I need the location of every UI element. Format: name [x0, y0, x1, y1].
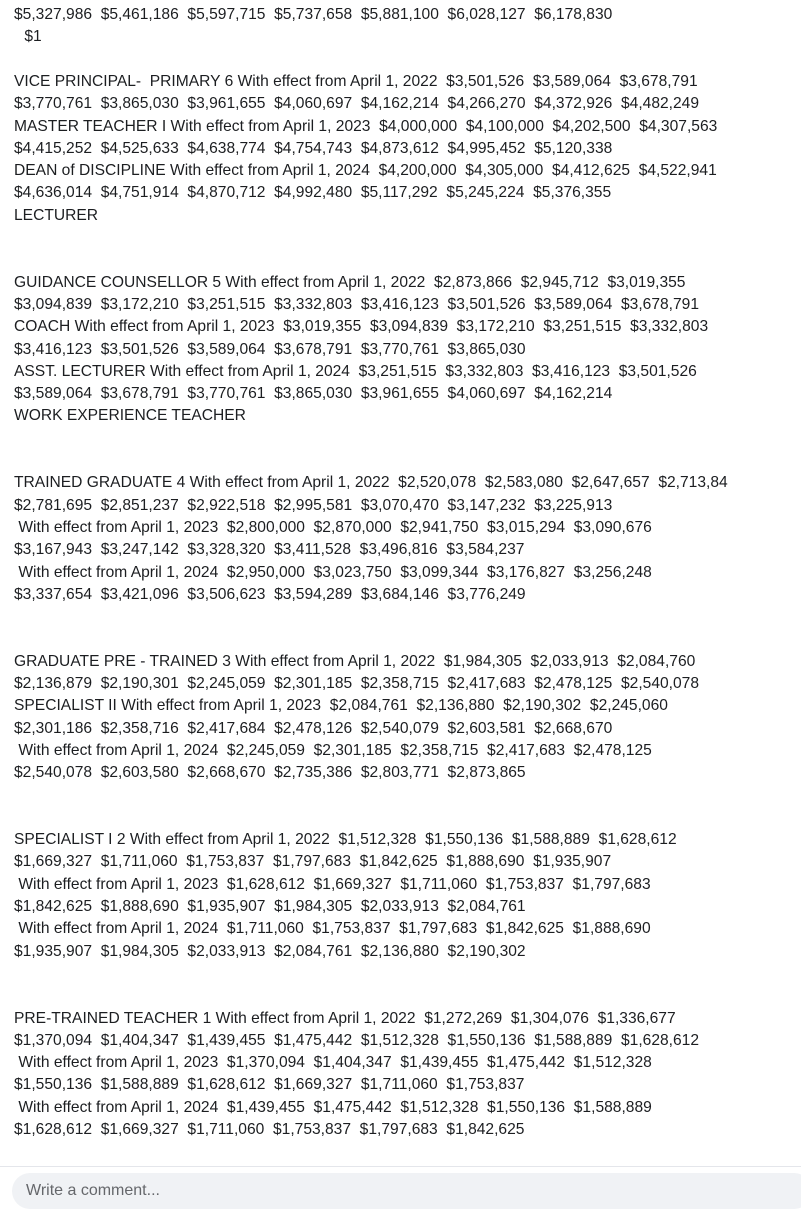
- post-line-1: $1: [20, 28, 42, 46]
- post-line-29: GRADUATE PRE - TRAINED 3 With effect from April 1, 2022 $1,984,305 $2,033,913 $2,084,760: [14, 652, 696, 670]
- post-line-4: $3,770,761 $3,865,030 $3,961,655 $4,060,697 $4,162,214 $4,266,270 $4,372,926 $4,482,249: [14, 95, 700, 113]
- post-line-47: With effect from April 1, 2023 $1,370,094 $1,404,347 $1,439,455 $1,475,442 $1,512,328: [14, 1054, 652, 1072]
- post-line-3: VICE PRINCIPAL- PRIMARY 6 With effect from April 1, 2022 $3,501,526 $3,589,064 $3,678,791: [14, 72, 698, 90]
- post-line-15: $3,416,123 $3,501,526 $3,589,064 $3,678,791 $3,770,761 $3,865,030: [14, 340, 526, 358]
- post-line-32: $2,301,186 $2,358,716 $2,417,684 $2,478,126 $2,540,079 $2,603,581 $2,668,670: [14, 719, 613, 737]
- comment-input[interactable]: [12, 1173, 801, 1209]
- post-line-31: SPECIALIST II With effect from April 1, 2023 $2,084,761 $2,136,880 $2,190,302 $2,245,060: [14, 697, 668, 715]
- post-line-25: With effect from April 1, 2024 $2,950,000 $3,023,750 $3,099,344 $3,176,827 $3,256,248: [14, 563, 652, 581]
- post-line-17: $3,589,064 $3,678,791 $3,770,761 $3,865,030 $3,961,655 $4,060,697 $4,162,214: [14, 385, 613, 403]
- post-line-26: $3,337,654 $3,421,096 $3,506,623 $3,594,289 $3,684,146 $3,776,249: [14, 585, 526, 603]
- post-line-24: $3,167,943 $3,247,142 $3,328,320 $3,411,528 $3,496,816 $3,584,237: [14, 541, 525, 559]
- post-line-6: $4,415,252 $4,525,633 $4,638,774 $4,754,743 $4,873,612 $4,995,452 $5,120,338: [14, 139, 613, 157]
- post-line-22: $2,781,695 $2,851,237 $2,922,518 $2,995,581 $3,070,470 $3,147,232 $3,225,913: [14, 496, 613, 514]
- post-line-33: With effect from April 1, 2024 $2,245,059 $2,301,185 $2,358,715 $2,417,683 $2,478,125: [14, 741, 652, 759]
- post-line-48: $1,550,136 $1,588,889 $1,628,612 $1,669,327 $1,711,060 $1,753,837: [14, 1076, 525, 1094]
- post-line-0: $5,327,986 $5,461,186 $5,597,715 $5,737,658 $5,881,100 $6,028,127 $6,178,830: [14, 6, 613, 23]
- post-line-9: LECTURER: [14, 206, 99, 224]
- post-line-8: $4,636,014 $4,751,914 $4,870,712 $4,992,480 $5,117,292 $5,245,224 $5,376,355: [14, 184, 612, 202]
- post-line-18: WORK EXPERIENCE TEACHER: [14, 407, 246, 425]
- post-line-41: With effect from April 1, 2024 $1,711,060 $1,753,837 $1,797,683 $1,842,625 $1,888,690: [14, 920, 651, 938]
- post-line-12: GUIDANCE COUNSELLOR 5 With effect from April 1, 2022 $2,873,866 $2,945,712 $3,019,355: [14, 273, 686, 291]
- post-line-46: $1,370,094 $1,404,347 $1,439,455 $1,475,442 $1,512,328 $1,550,136 $1,588,889 $1,628,612: [14, 1031, 700, 1049]
- post-line-7: DEAN of DISCIPLINE With effect from April 1, 2024 $4,200,000 $4,305,000 $4,412,625 $4,522,941: [14, 162, 717, 180]
- post-line-23: With effect from April 1, 2023 $2,800,000 $2,870,000 $2,941,750 $3,015,294 $3,090,676: [14, 518, 652, 536]
- comment-bar: [0, 1166, 801, 1201]
- post-line-40: $1,842,625 $1,888,690 $1,935,907 $1,984,305 $2,033,913 $2,084,761: [14, 898, 526, 915]
- post-line-5: MASTER TEACHER I With effect from April 1, 2023 $4,000,000 $4,100,000 $4,202,500 $4,307,563: [14, 117, 718, 135]
- post-line-39: With effect from April 1, 2023 $1,628,612 $1,669,327 $1,711,060 $1,753,837 $1,797,683: [14, 875, 651, 893]
- post-line-34: $2,540,078 $2,603,580 $2,668,670 $2,735,386 $2,803,771 $2,873,865: [14, 764, 526, 782]
- post-line-14: COACH With effect from April 1, 2023 $3,019,355 $3,094,839 $3,172,210 $3,251,515 $3,332,803: [14, 318, 709, 336]
- post-line-13: $3,094,839 $3,172,210 $3,251,515 $3,332,803 $3,416,123 $3,501,526 $3,589,064 $3,678,791: [14, 295, 700, 313]
- post-line-42: $1,935,907 $1,984,305 $2,033,913 $2,084,761 $2,136,880 $2,190,302: [14, 942, 526, 960]
- post-line-16: ASST. LECTURER With effect from April 1, 2024 $3,251,515 $3,332,803 $3,416,123 $3,501,526: [14, 362, 697, 380]
- post-line-21: TRAINED GRADUATE 4 With effect from April 1, 2022 $2,520,078 $2,583,080 $2,647,657 $2,713,84: [14, 474, 728, 492]
- post-line-45: PRE-TRAINED TEACHER 1 With effect from April 1, 2022 $1,272,269 $1,304,076 $1,336,677: [14, 1009, 676, 1027]
- post-line-30: $2,136,879 $2,190,301 $2,245,059 $2,301,185 $2,358,715 $2,417,683 $2,478,125 $2,540,078: [14, 675, 700, 692]
- post-line-38: $1,669,327 $1,711,060 $1,753,837 $1,797,683 $1,842,625 $1,888,690 $1,935,907: [14, 853, 612, 871]
- post-line-49: With effect from April 1, 2024 $1,439,455 $1,475,442 $1,512,328 $1,550,136 $1,588,889: [14, 1098, 652, 1116]
- post-line-50: $1,628,612 $1,669,327 $1,711,060 $1,753,837 $1,797,683 $1,842,625: [14, 1121, 525, 1138]
- post-line-37: SPECIALIST I 2 With effect from April 1, 2022 $1,512,328 $1,550,136 $1,588,889 $1,628,612: [14, 831, 677, 849]
